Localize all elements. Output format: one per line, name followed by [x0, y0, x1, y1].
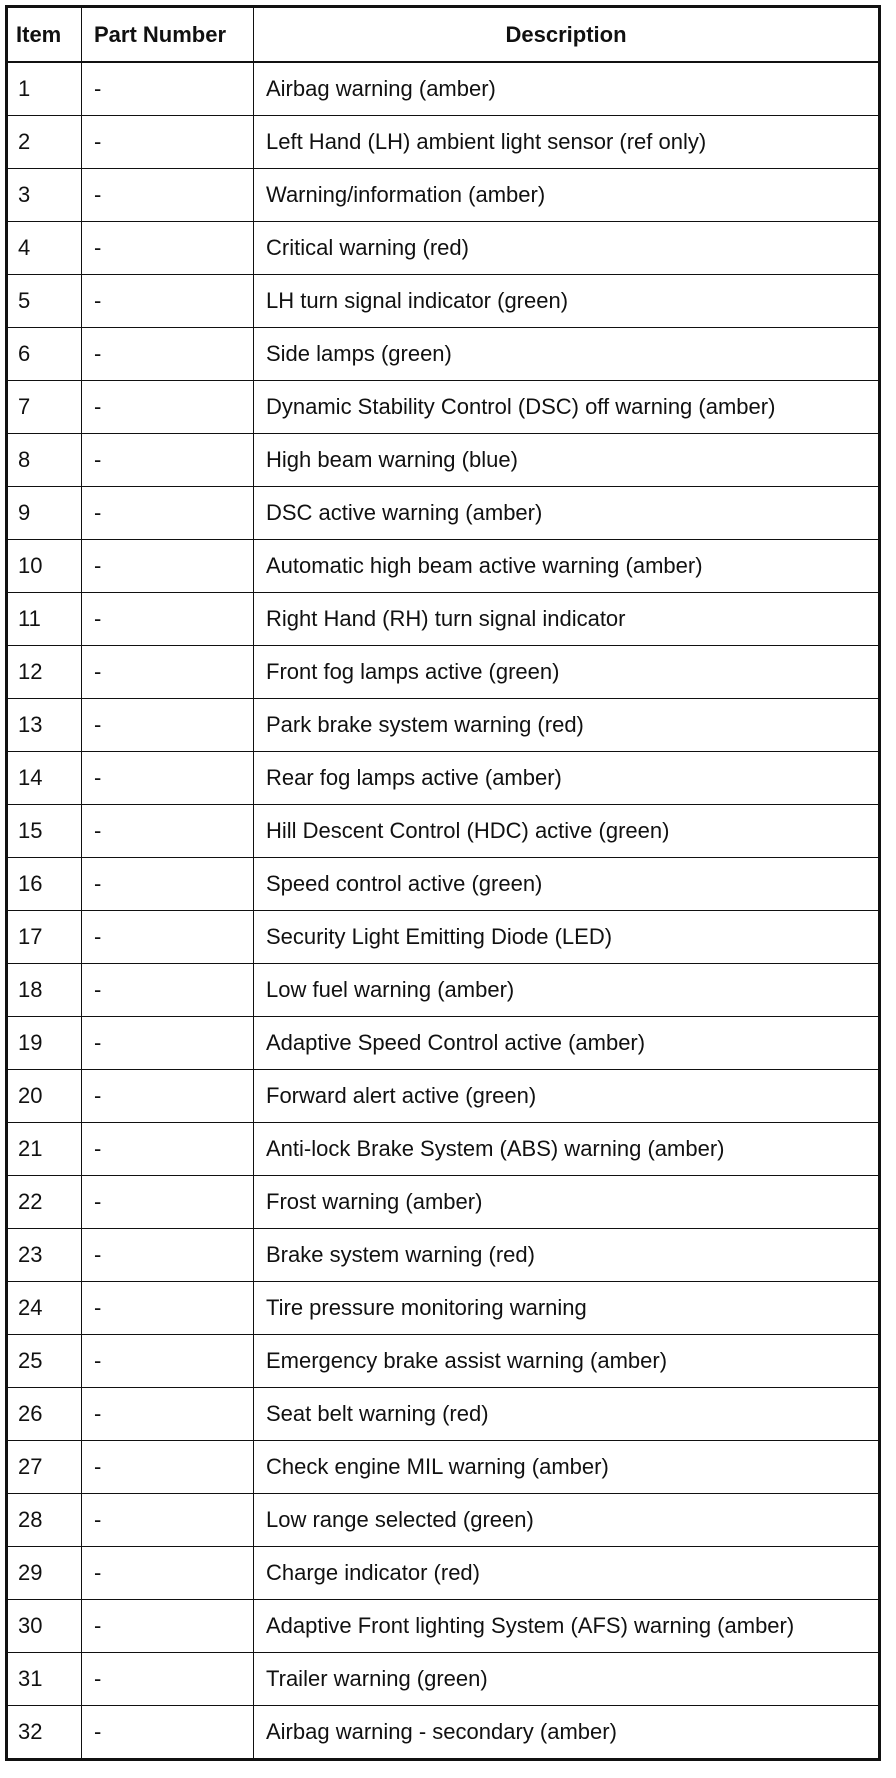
part-number-cell: - [82, 752, 254, 805]
description-cell: Dynamic Stability Control (DSC) off warning (amber) [254, 381, 880, 434]
description-cell: Trailer warning (green) [254, 1653, 880, 1706]
item-cell: 9 [7, 487, 82, 540]
item-cell: 29 [7, 1547, 82, 1600]
part-number-cell: - [82, 1706, 254, 1760]
description-cell: Anti-lock Brake System (ABS) warning (amber) [254, 1123, 880, 1176]
table-body [7, 62, 880, 1760]
table-row [7, 964, 880, 1017]
item-cell: 2 [7, 116, 82, 169]
table-row [7, 1494, 880, 1547]
description-cell: Adaptive Front lighting System (AFS) warning (amber) [254, 1600, 880, 1653]
description-cell: Automatic high beam active warning (amber) [254, 540, 880, 593]
table-row [7, 1706, 880, 1760]
description-cell: Airbag warning - secondary (amber) [254, 1706, 880, 1760]
item-cell: 30 [7, 1600, 82, 1653]
part-number-cell: - [82, 1388, 254, 1441]
item-cell: 16 [7, 858, 82, 911]
part-number-cell: - [82, 1282, 254, 1335]
header-item: Item [7, 7, 82, 63]
table-row [7, 699, 880, 752]
parts-table-container [5, 5, 878, 1761]
item-cell: 23 [7, 1229, 82, 1282]
table-row [7, 275, 880, 328]
table-row [7, 540, 880, 593]
description-cell: Hill Descent Control (HDC) active (green) [254, 805, 880, 858]
part-number-cell: - [82, 858, 254, 911]
item-cell: 1 [7, 62, 82, 116]
item-cell: 14 [7, 752, 82, 805]
table-header [7, 7, 880, 63]
description-cell: Check engine MIL warning (amber) [254, 1441, 880, 1494]
header-description: Description [254, 7, 880, 63]
part-number-cell: - [82, 62, 254, 116]
part-number-cell: - [82, 487, 254, 540]
part-number-cell: - [82, 699, 254, 752]
table-row [7, 1653, 880, 1706]
description-cell: Right Hand (RH) turn signal indicator [254, 593, 880, 646]
parts-table [5, 5, 881, 1761]
description-cell: DSC active warning (amber) [254, 487, 880, 540]
description-cell: Forward alert active (green) [254, 1070, 880, 1123]
part-number-cell: - [82, 1494, 254, 1547]
table-row [7, 752, 880, 805]
table-row [7, 222, 880, 275]
item-cell: 6 [7, 328, 82, 381]
item-cell: 31 [7, 1653, 82, 1706]
table-row [7, 1441, 880, 1494]
description-cell: Critical warning (red) [254, 222, 880, 275]
part-number-cell: - [82, 1123, 254, 1176]
part-number-cell: - [82, 169, 254, 222]
description-cell: Low range selected (green) [254, 1494, 880, 1547]
item-cell: 26 [7, 1388, 82, 1441]
description-cell: Tire pressure monitoring warning [254, 1282, 880, 1335]
table-row [7, 1282, 880, 1335]
description-cell: Park brake system warning (red) [254, 699, 880, 752]
item-cell: 12 [7, 646, 82, 699]
description-cell: Speed control active (green) [254, 858, 880, 911]
table-row [7, 169, 880, 222]
description-cell: Low fuel warning (amber) [254, 964, 880, 1017]
item-cell: 32 [7, 1706, 82, 1760]
item-cell: 11 [7, 593, 82, 646]
item-cell: 3 [7, 169, 82, 222]
table-row [7, 911, 880, 964]
part-number-cell: - [82, 1335, 254, 1388]
part-number-cell: - [82, 1017, 254, 1070]
description-cell: Airbag warning (amber) [254, 62, 880, 116]
table-row [7, 1176, 880, 1229]
part-number-cell: - [82, 1653, 254, 1706]
table-row [7, 116, 880, 169]
item-cell: 19 [7, 1017, 82, 1070]
item-cell: 15 [7, 805, 82, 858]
item-cell: 20 [7, 1070, 82, 1123]
table-row [7, 1600, 880, 1653]
description-cell: Frost warning (amber) [254, 1176, 880, 1229]
part-number-cell: - [82, 328, 254, 381]
item-cell: 4 [7, 222, 82, 275]
description-cell: Front fog lamps active (green) [254, 646, 880, 699]
table-row [7, 1547, 880, 1600]
item-cell: 7 [7, 381, 82, 434]
description-cell: Warning/information (amber) [254, 169, 880, 222]
table-row [7, 1123, 880, 1176]
table-row [7, 1388, 880, 1441]
part-number-cell: - [82, 381, 254, 434]
description-cell: Security Light Emitting Diode (LED) [254, 911, 880, 964]
item-cell: 5 [7, 275, 82, 328]
part-number-cell: - [82, 646, 254, 699]
description-cell: Side lamps (green) [254, 328, 880, 381]
item-cell: 18 [7, 964, 82, 1017]
table-row [7, 805, 880, 858]
part-number-cell: - [82, 434, 254, 487]
item-cell: 27 [7, 1441, 82, 1494]
part-number-cell: - [82, 540, 254, 593]
part-number-cell: - [82, 222, 254, 275]
item-cell: 17 [7, 911, 82, 964]
description-cell: Adaptive Speed Control active (amber) [254, 1017, 880, 1070]
table-row [7, 1070, 880, 1123]
part-number-cell: - [82, 1600, 254, 1653]
item-cell: 28 [7, 1494, 82, 1547]
header-part-number: Part Number [82, 7, 254, 63]
description-cell: LH turn signal indicator (green) [254, 275, 880, 328]
table-row [7, 487, 880, 540]
part-number-cell: - [82, 1176, 254, 1229]
part-number-cell: - [82, 805, 254, 858]
description-cell: Charge indicator (red) [254, 1547, 880, 1600]
item-cell: 10 [7, 540, 82, 593]
description-cell: Brake system warning (red) [254, 1229, 880, 1282]
description-cell: High beam warning (blue) [254, 434, 880, 487]
part-number-cell: - [82, 116, 254, 169]
table-row [7, 858, 880, 911]
table-row [7, 1229, 880, 1282]
table-row [7, 328, 880, 381]
part-number-cell: - [82, 1547, 254, 1600]
part-number-cell: - [82, 1441, 254, 1494]
part-number-cell: - [82, 911, 254, 964]
description-cell: Left Hand (LH) ambient light sensor (ref only) [254, 116, 880, 169]
part-number-cell: - [82, 964, 254, 1017]
table-row [7, 434, 880, 487]
table-row [7, 1017, 880, 1070]
part-number-cell: - [82, 593, 254, 646]
description-cell: Rear fog lamps active (amber) [254, 752, 880, 805]
item-cell: 21 [7, 1123, 82, 1176]
description-cell: Seat belt warning (red) [254, 1388, 880, 1441]
description-cell: Emergency brake assist warning (amber) [254, 1335, 880, 1388]
header-row [7, 7, 880, 63]
item-cell: 22 [7, 1176, 82, 1229]
item-cell: 25 [7, 1335, 82, 1388]
part-number-cell: - [82, 1070, 254, 1123]
item-cell: 24 [7, 1282, 82, 1335]
table-row [7, 646, 880, 699]
item-cell: 8 [7, 434, 82, 487]
item-cell: 13 [7, 699, 82, 752]
part-number-cell: - [82, 1229, 254, 1282]
table-row [7, 593, 880, 646]
table-row [7, 1335, 880, 1388]
table-row [7, 381, 880, 434]
part-number-cell: - [82, 275, 254, 328]
table-row [7, 62, 880, 116]
